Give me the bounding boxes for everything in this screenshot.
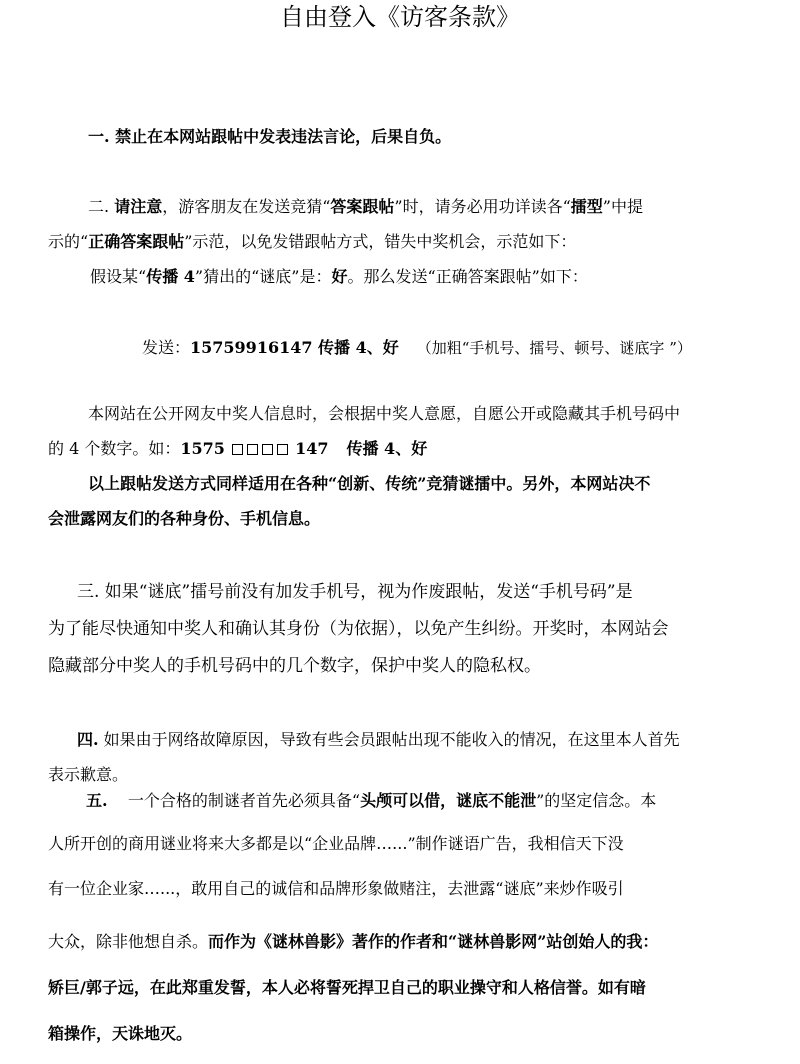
clause-5-line-1: 五. 一个合格的制谜者首先必须具备“头颅可以借，谜底不能泄”的坚定信念。本 bbox=[86, 791, 657, 810]
page-title: 自由登入《访客条款》 bbox=[280, 3, 520, 31]
clause-2-line-2: 示的“正确答案跟帖”示范，以免发错跟帖方式，错失中奖机会，示范如下： bbox=[48, 232, 577, 251]
masked-digit-icon bbox=[262, 444, 273, 455]
privacy-line-1: 本网站在公开网友中奖人信息时，会根据中奖人意愿，自愿公开或隐藏其手机号码中 bbox=[88, 404, 681, 423]
clause-1: 一. 禁止在本网站跟帖中发表违法言论，后果自负。 bbox=[88, 127, 452, 146]
clause-3-line-2: 为了能尽快通知中奖人和确认其身份（为依据），以免产生纠纷。开奖时，本网站会 bbox=[48, 619, 669, 639]
clause-4-line-2: 表示歉意。 bbox=[48, 765, 129, 784]
privacy-line-2: 的 4 个数字。如：1575 147 传播 4、好 bbox=[48, 439, 428, 458]
clause-5-line-5: 矫巨/郭子远，在此郑重发誓，本人必将誓死捍卫自己的职业操守和人格信誉。如有暗 bbox=[48, 978, 646, 997]
masked-digit-icon bbox=[247, 444, 258, 455]
clause-5-line-3: 有一位企业家…...，敢用自己的诚信和品牌形象做赌注，去泄露“谜底”来炒作吸引 bbox=[48, 879, 624, 898]
send-example: 发送：15759916147 传播 4、好 （加粗“手机号、擂号、顿号、谜底字 ”） bbox=[142, 338, 692, 357]
clause-2-line-3: 假设某“传播 4”猜出的“谜底”是：好。那么发送“正确答案跟帖”如下： bbox=[90, 267, 588, 286]
note-line-2: 会泄露网友们的各种身份、手机信息。 bbox=[48, 509, 321, 528]
clause-5-line-4: 大众，除非他想自杀。而作为《谜林兽影》著作的作者和“谜林兽影网”站创始人的我： bbox=[48, 932, 659, 951]
masked-digit-icon bbox=[232, 444, 243, 455]
note-line-1: 以上跟帖发送方式同样适用在各种“创新、传统”竞猜谜擂中。另外，本网站决不 bbox=[88, 474, 651, 493]
clause-4-line-1: 四. 如果由于网络故障原因，导致有些会员跟帖出现不能收入的情况，在这里本人首先 bbox=[77, 730, 680, 749]
clause-3-line-1: 三. 如果“谜底”擂号前没有加发手机号，视为作废跟帖，发送“手机号码”是 bbox=[77, 582, 633, 602]
clause-5-line-6: 箱操作，天诛地灭。 bbox=[48, 1024, 193, 1043]
clause-5-line-2: 人所开创的商用谜业将来大多都是以“企业品牌…...”制作谜语广告，我相信天下没 bbox=[48, 834, 624, 853]
clause-2-line-1: 二. 请注意，游客朋友在发送竞猜“答案跟帖”时，请务必用功详读各“擂型”中提 bbox=[88, 197, 643, 216]
masked-digit-icon bbox=[277, 444, 288, 455]
clause-3-line-3: 隐藏部分中奖人的手机号码中的几个数字，保护中奖人的隐私权。 bbox=[48, 656, 541, 676]
